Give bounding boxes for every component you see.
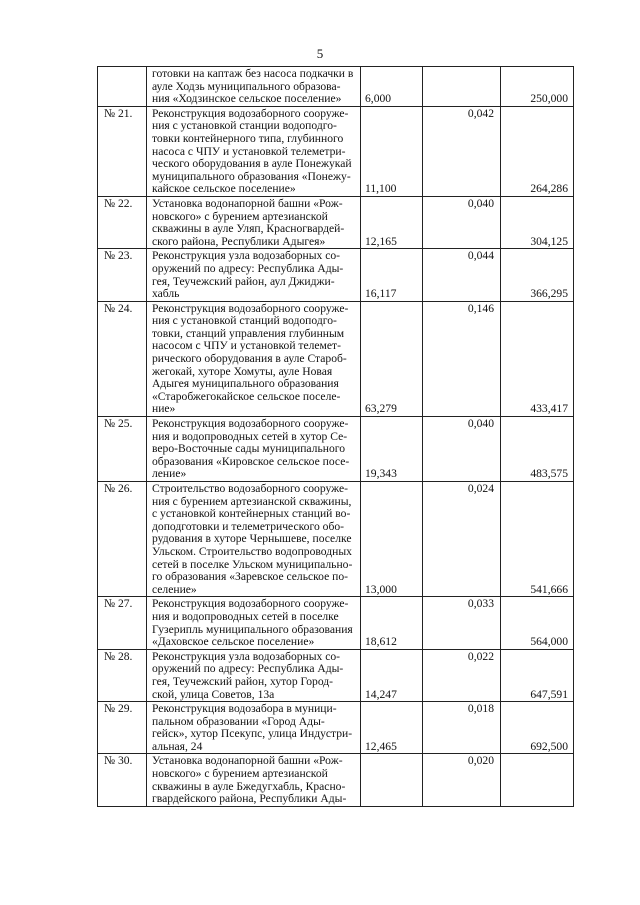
value-col4: 0,040 (423, 417, 501, 482)
value-col5: 541,666 (501, 482, 574, 597)
value-col5: 250,000 (501, 67, 574, 107)
value-col4: 0,018 (423, 702, 501, 754)
value-col5: 692,500 (501, 702, 574, 754)
value-col4: 0,020 (423, 754, 501, 806)
description-line: ния «Ходзинское сельское поселение» (152, 93, 342, 106)
table-row (98, 649, 574, 701)
project-description (147, 301, 361, 416)
description-line: альная, 24 (152, 740, 203, 753)
description-line: ской, улица Советов, 13а (152, 688, 275, 701)
project-description (147, 417, 361, 482)
row-number: № 23. (98, 249, 147, 301)
page-number: 5 (316, 46, 324, 61)
value-col3: 63,279 (361, 301, 423, 416)
description-line: Гузерипль муниципального образования (152, 623, 353, 636)
description-line: гейск», хутор Псекупс, улица Индустри- (152, 728, 353, 741)
value-col3: 18,612 (361, 597, 423, 649)
description-line: ния и водопроводных сетей в хутор Се- (152, 430, 348, 443)
description-line: с установкой контейнерных станций во- (152, 508, 351, 521)
value-col3: 19,343 (361, 417, 423, 482)
description-line: скважины в ауле Бжедугхабль, Красно- (152, 780, 346, 793)
description-line: новского» с бурением артезианской (152, 210, 328, 223)
description-line: гвардейского района, Республики Ады- (152, 793, 347, 806)
description-line: рического оборудования в ауле Староб- (152, 353, 347, 366)
project-description (147, 649, 361, 701)
description-line: ние» (152, 403, 176, 416)
value-col4: 0,042 (423, 106, 501, 196)
value-col4: 0,044 (423, 249, 501, 301)
project-description (147, 106, 361, 196)
value-col5: 564,000 (501, 597, 574, 649)
row-number (98, 67, 147, 107)
table-row (98, 249, 574, 301)
description-line: ление» (152, 468, 187, 481)
description-line: «Старобжегокайское сельское поселе- (152, 390, 341, 403)
description-line: муниципального образования «Понежу- (152, 170, 351, 183)
value-col3: 12,165 (361, 196, 423, 248)
description-line: ния с установкой станции водоподго- (152, 120, 337, 133)
project-description (147, 702, 361, 754)
value-col5: 483,575 (501, 417, 574, 482)
value-col5 (501, 754, 574, 806)
value-col3: 16,117 (361, 249, 423, 301)
row-number: № 21. (98, 106, 147, 196)
table-row (98, 417, 574, 482)
description-line: доподготовки и телеметрического обо- (152, 520, 344, 533)
description-line: Установка водонапорной башни «Рож- (152, 197, 343, 210)
description-line: Реконструкция водозаборного сооруже- (152, 598, 349, 611)
table-row (98, 754, 574, 806)
description-line: веро-Восточные сады муниципального (152, 443, 346, 456)
value-col5: 304,125 (501, 196, 574, 248)
project-description (147, 597, 361, 649)
description-line: го образования «Заревское сельское по- (152, 571, 349, 584)
description-line: ского района, Республики Адыгея» (152, 235, 326, 248)
table-row (98, 702, 574, 754)
table-row (98, 301, 574, 416)
description-line: гея, Теучежский район, хутор Город- (152, 675, 334, 688)
value-col3: 12,465 (361, 702, 423, 754)
description-line: ния с бурением артезианской скважины, (152, 495, 352, 508)
description-line: гея, Теучежский район, аул Джиджи- (152, 275, 335, 288)
description-line: пальном образовании «Город Ады- (152, 715, 325, 728)
value-col5: 366,295 (501, 249, 574, 301)
description-line: товки контейнерного типа, глубинного (152, 132, 344, 145)
project-description (147, 754, 361, 806)
value-col4: 0,033 (423, 597, 501, 649)
description-line: насоса с ЧПУ и установкой телеметри- (152, 145, 346, 158)
project-description (147, 196, 361, 248)
description-line: Реконструкция узла водозаборных со- (152, 250, 341, 263)
description-line: Ульском. Строительство водопроводных (152, 545, 352, 558)
project-description (147, 67, 361, 107)
description-line: рудования в хуторе Чернышеве, поселке (152, 533, 352, 546)
description-line: ния с установкой станций водоподго- (152, 315, 337, 328)
description-line: сетей в поселке Ульском муниципально- (152, 558, 353, 571)
description-line: ауле Ходзь муниципального образова- (152, 80, 341, 93)
row-number: № 22. (98, 196, 147, 248)
table-row (98, 597, 574, 649)
description-line: образования «Кировское сельское посе- (152, 455, 350, 468)
description-line: жегокай, хуторе Хомуты, ауле Новая (152, 365, 333, 378)
value-col4: 0,024 (423, 482, 501, 597)
description-line: Строительство водозаборного сооруже- (152, 483, 349, 495)
row-number: № 29. (98, 702, 147, 754)
description-line: Реконструкция узла водозаборных со- (152, 650, 341, 663)
value-col3: 11,100 (361, 106, 423, 196)
table-row (98, 196, 574, 248)
description-line: новского» с бурением артезианской (152, 768, 328, 781)
description-line: «Даховское сельское поселение» (152, 636, 315, 649)
row-number: № 28. (98, 649, 147, 701)
description-line: ческого оборудования в ауле Понежукай (152, 158, 352, 171)
row-number: № 25. (98, 417, 147, 482)
value-col3: 6,000 (361, 67, 423, 107)
value-col5: 264,286 (501, 106, 574, 196)
value-col5: 647,591 (501, 649, 574, 701)
description-line: хабль (152, 288, 180, 301)
description-line: оружений по адресу: Республика Ады- (152, 262, 344, 275)
table-row (98, 482, 574, 597)
project-description (147, 482, 361, 597)
description-line: Установка водонапорной башни «Рож- (152, 755, 343, 768)
value-col3: 13,000 (361, 482, 423, 597)
table-row (98, 106, 574, 196)
value-col3: 14,247 (361, 649, 423, 701)
description-line: Реконструкция водозаборного сооруже- (152, 107, 349, 120)
row-number: № 24. (98, 301, 147, 416)
table-row (98, 67, 574, 107)
row-number: № 30. (98, 754, 147, 806)
value-col4 (423, 67, 501, 107)
description-line: насосом с ЧПУ и установкой телемет- (152, 340, 341, 353)
value-col3 (361, 754, 423, 806)
value-col4: 0,040 (423, 196, 501, 248)
row-number: № 26. (98, 482, 147, 597)
projects-table (97, 66, 574, 807)
description-line: Реконструкция водозабора в муници- (152, 703, 337, 716)
description-line: Реконструкция водозаборного сооруже- (152, 418, 349, 431)
value-col5: 433,417 (501, 301, 574, 416)
description-line: готовки на каптаж без насоса подкачки в (152, 68, 354, 80)
description-line: Адыгея муниципального образования (152, 378, 339, 391)
description-line: Реконструкция водозаборного сооруже- (152, 302, 349, 315)
description-line: товки, станций управления глубинным (152, 327, 345, 340)
description-line: кайское сельское поселение» (152, 183, 296, 196)
value-col4: 0,146 (423, 301, 501, 416)
description-line: селение» (152, 583, 197, 596)
description-line: скважины в ауле Уляп, Красногвардей- (152, 223, 345, 236)
project-description (147, 249, 361, 301)
value-col4: 0,022 (423, 649, 501, 701)
description-line: оружений по адресу: Республика Ады- (152, 663, 344, 676)
row-number: № 27. (98, 597, 147, 649)
description-line: ния и водопроводных сетей в поселке (152, 610, 339, 623)
